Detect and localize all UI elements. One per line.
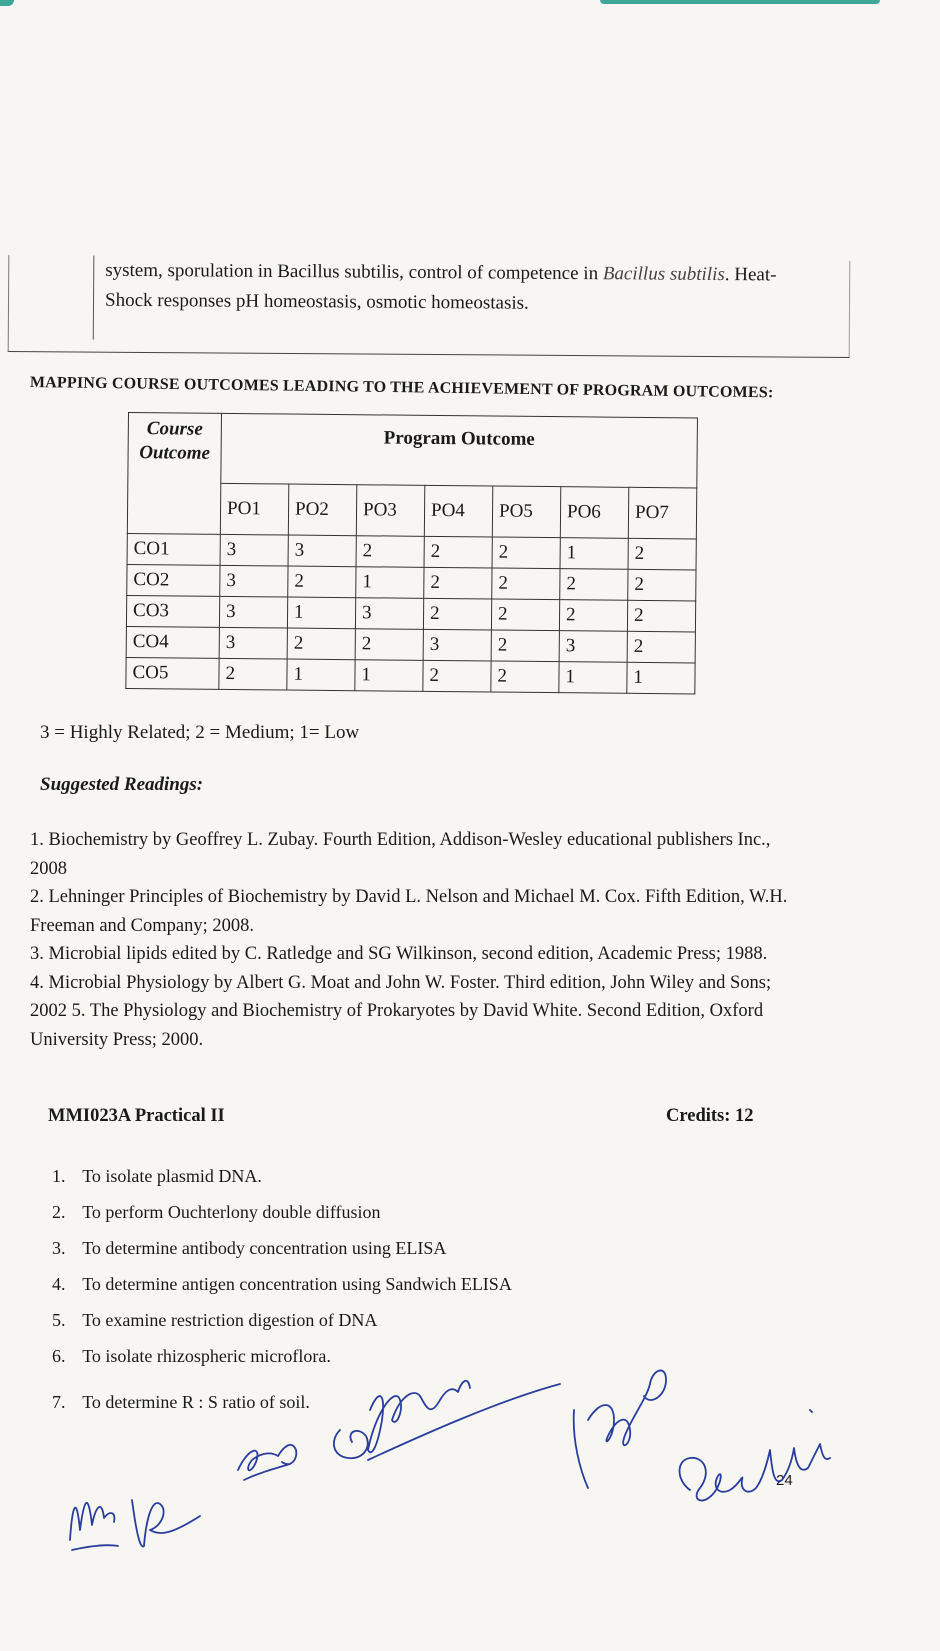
list-item [52, 1158, 512, 1194]
list-item [52, 1194, 512, 1230]
list-text: To examine restriction digestion of DNA [82, 1310, 378, 1330]
table-cell: 1 [287, 597, 355, 629]
table-row [126, 657, 695, 693]
course-title: MMI023A Practical II [48, 1106, 225, 1126]
signature-mark [680, 1410, 831, 1501]
course-credits: Credits: 12 [666, 1106, 754, 1126]
signatures-area [0, 1340, 940, 1640]
program-outcome-header: Program Outcome [221, 413, 698, 488]
table-cell: 2 [423, 660, 491, 692]
table-cell: 2 [219, 658, 287, 690]
list-number: 5. [52, 1310, 66, 1330]
course-outcome-header: Course Outcome [127, 413, 221, 535]
page-edge-top [600, 0, 880, 4]
co-label: CO1 [127, 533, 220, 565]
list-number: 4. [52, 1274, 66, 1294]
po-label: PO2 [288, 484, 356, 535]
readings-list [30, 826, 800, 1054]
table-cell: 3 [355, 598, 423, 630]
table-cell: 1 [560, 538, 628, 570]
table-cell: 2 [492, 537, 560, 569]
list-text: To determine antigen concentration using Sandwich ELISA [82, 1274, 512, 1294]
table-cell: 1 [559, 662, 627, 694]
readings-heading: Suggested Readings: [40, 774, 204, 795]
po-label: PO6 [560, 487, 628, 538]
signature-mark [574, 1370, 666, 1488]
po-label: PO7 [628, 488, 696, 539]
table-cell: 3 [559, 631, 627, 663]
table-cell: 3 [288, 535, 356, 567]
outcome-mapping-table [125, 412, 698, 694]
po-label: PO5 [492, 486, 560, 537]
table-cell: 3 [219, 627, 287, 659]
reading-item: 2. Lehninger Principles of Biochemistry by David L. Nelson and Michael M. Cox. Fifth Edition, W.H. Freeman and Company; 2008. [30, 887, 788, 936]
list-number: 6. [52, 1346, 66, 1366]
co-label: CO5 [126, 657, 219, 689]
table-cell: 2 [560, 569, 628, 601]
previous-text-line1: system, sporulation in Bacillus subtilis, control of competence in Bacillus subtilis. Heat- [105, 259, 777, 286]
list-number: 2. [52, 1202, 66, 1222]
table-cell: 1 [287, 659, 355, 691]
table-cell: 1 [627, 662, 695, 694]
table-cell: 2 [627, 600, 695, 632]
list-item [52, 1230, 512, 1266]
table-cell: 2 [423, 598, 491, 630]
mapping-heading: MAPPING COURSE OUTCOMES LEADING TO THE ACHIEVEMENT OF PROGRAM OUTCOMES: [29, 374, 774, 402]
table-cell: 3 [220, 534, 288, 566]
reading-item: 3. Microbial lipids edited by C. Ratledge and SG Wilkinson, second edition, Academic Press; 1988. [30, 944, 768, 964]
previous-content-box [8, 255, 851, 358]
page-number: 24 [776, 1472, 793, 1489]
table-cell: 2 [491, 599, 559, 631]
table-cell: 2 [288, 566, 356, 598]
reading-item: 4. Microbial Physiology by Albert G. Moat and John W. Foster. Third edition, John Wiley and Sons; 2002 5. The Physiology and Biochemistry of Prokaryotes by David White. Second Edition, Oxford University Press; 2000. [30, 972, 772, 1050]
list-text: To perform Ouchterlony double diffusion [82, 1202, 381, 1222]
list-item [52, 1266, 512, 1302]
po-label: PO1 [220, 484, 288, 535]
table-cell: 2 [628, 569, 696, 601]
table-cell: 2 [424, 567, 492, 599]
table-cell: 2 [491, 630, 559, 662]
po-label: PO4 [424, 486, 492, 537]
list-text: To isolate plasmid DNA. [82, 1166, 262, 1186]
list-text: To determine R : S ratio of soil. [82, 1392, 310, 1412]
list-text: To determine antibody concentration using ELISA [82, 1238, 447, 1258]
list-text: To isolate rhizospheric microflora. [82, 1346, 331, 1366]
table-cell: 3 [220, 565, 288, 597]
list-item [52, 1302, 512, 1338]
table-cell: 2 [356, 536, 424, 568]
list-number: 7. [52, 1392, 66, 1412]
signature-mark [334, 1381, 560, 1460]
box-column-rule [93, 256, 95, 340]
signature-mark [132, 1500, 200, 1547]
list-number: 1. [52, 1166, 66, 1186]
table-cell: 2 [355, 629, 423, 661]
page-edge-corner [0, 0, 14, 6]
signature-mark [70, 1503, 118, 1550]
co-label: CO4 [126, 626, 219, 658]
table-cell: 2 [424, 536, 492, 568]
table-cell: 3 [219, 596, 287, 628]
table-cell: 2 [628, 538, 696, 570]
relation-legend: 3 = Highly Related; 2 = Medium; 1= Low [40, 722, 360, 743]
table-cell: 2 [559, 600, 627, 632]
table-cell: 1 [356, 567, 424, 599]
co-label: CO2 [127, 564, 220, 596]
signature-mark [238, 1445, 296, 1480]
co-label: CO3 [126, 595, 219, 627]
table-cell: 2 [287, 628, 355, 660]
table-header-row [128, 413, 698, 489]
table-cell: 1 [355, 660, 423, 692]
table-cell: 3 [423, 629, 491, 661]
previous-text-line2: Shock responses pH homeostasis, osmotic homeostasis. [104, 289, 529, 314]
table-cell: 2 [492, 568, 560, 600]
table-cell: 2 [491, 661, 559, 693]
reading-item: 1. Biochemistry by Geoffrey L. Zubay. Fourth Edition, Addison-Wesley educational publishers Inc., 2008 [30, 830, 771, 879]
table-cell: 2 [627, 631, 695, 663]
list-number: 3. [52, 1238, 66, 1258]
po-label: PO3 [356, 485, 424, 536]
previous-content-text [105, 256, 845, 321]
